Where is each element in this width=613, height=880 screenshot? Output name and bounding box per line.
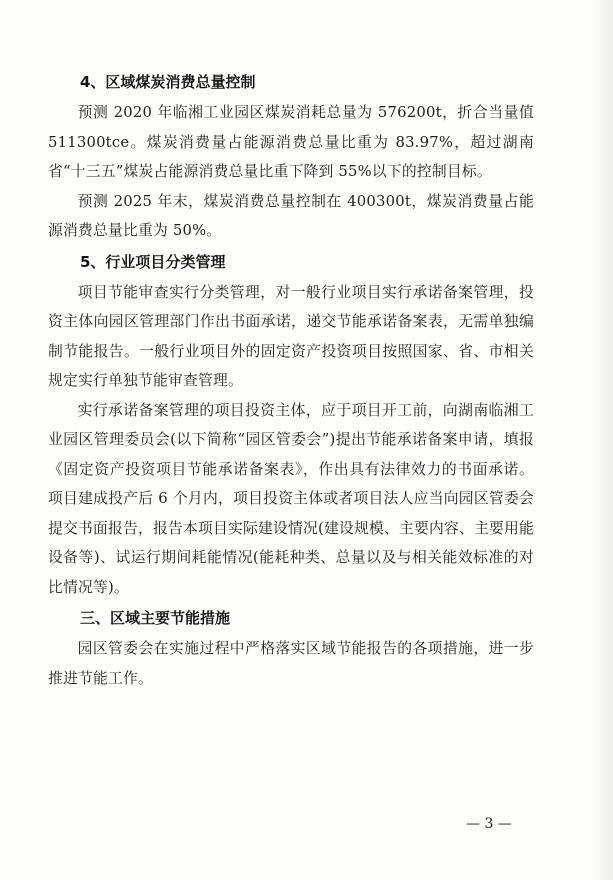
paragraph-commitment-filing: 实行承诺备案管理的项目投资主体，应于项目开工前，向湖南临湘工业园区管理委员会(以下简称“园区管委会”)提出节能承诺备案申请，填报《固定资产投资项目节能承诺备案表》，作出具有法律效力的书面承诺。项目建成投产后 6 个月内，项目投资主体或者项目法人应当向园区管委会提交书面报告，报告本项目实际建设情况(建设规模、主要内容、主要用能设备等)、试运行期间耗能情况(能耗种类、总量以及与相关能效标准的对比情况等)。 (48, 401, 534, 596)
paragraph-classified-management: 项目节能审查实行分类管理，对一般行业项目实行承诺备案管理，投资主体向园区管理部门作出书面承诺，递交节能承诺备案表，无需单独编制节能报告。一般行业项目外的固定资产投资项目按照国家、省、市相关规定实行单独节能审查管理。 (48, 283, 534, 389)
scan-edge-shadow (593, 0, 613, 880)
section-heading-energy-measures: 三、区域主要节能措施 (80, 609, 231, 627)
paragraph-coal-2020-forecast: 预测 2020 年临湘工业园区煤炭消耗总量为 576200t，折合当量值 511300tce。煤炭消费量占能源消费总量比重为 83.97%，超过湖南省“十三五”煤炭占能源消费总量比重下降到 55%以下的控制目标。 (48, 104, 534, 180)
section-heading-industry-management: 5、行业项目分类管理 (80, 252, 226, 271)
section-heading-coal-control: 4、区域煤炭消费总量控制 (80, 73, 256, 91)
paragraph-measures: 园区管委会在实施过程中严格落实区域节能报告的各项措施，进一步推进节能工作。 (48, 640, 534, 687)
document-body (48, 66, 534, 693)
paragraph-coal-2025-forecast: 预测 2025 年末，煤炭消费总量控制在 400300t，煤炭消费量占能源消费总量比重为 50%。 (48, 192, 534, 239)
page-number: — 3 — (466, 816, 512, 832)
